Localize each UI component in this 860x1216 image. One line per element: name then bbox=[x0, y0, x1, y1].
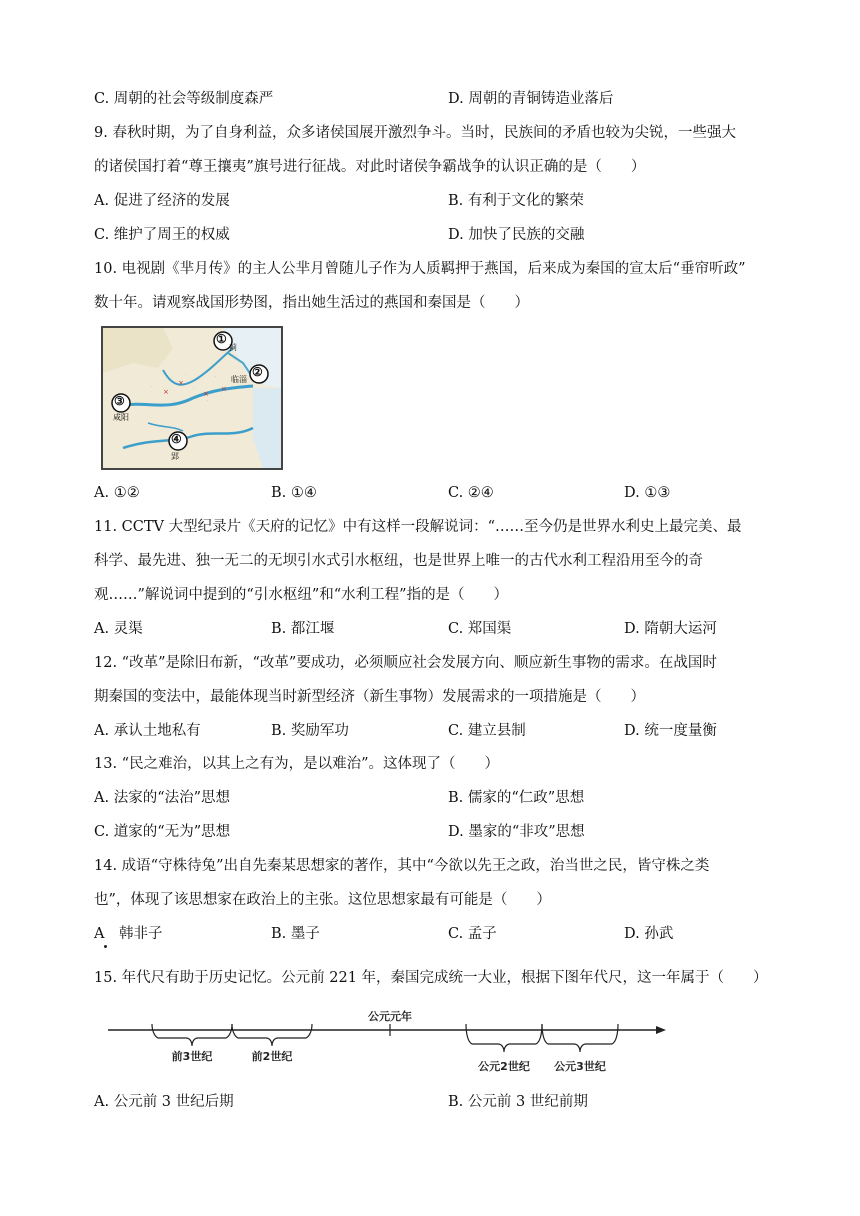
map-marker-3: ③ bbox=[114, 394, 125, 408]
q15-option-a: A. 公元前 3 世纪后期 bbox=[94, 1094, 234, 1110]
q8-option-c: C. 周朝的社会等级制度森严 bbox=[94, 91, 274, 107]
q12-stem-line1: 12. “改革”是除旧布新，“改革”要成功，必须顺应社会发展方向、顺应新生事物的需求。在战国时 bbox=[94, 655, 717, 671]
map-city-ji: 蓟 bbox=[229, 343, 237, 352]
q11-option-c: C. 郑国渠 bbox=[448, 621, 512, 637]
q12-option-b: B. 奖励军功 bbox=[271, 723, 349, 739]
bracket-b2 bbox=[232, 1024, 312, 1046]
svg-text:·: · bbox=[185, 372, 187, 378]
q14-option-c: C. 孟子 bbox=[448, 926, 497, 942]
q11-stem-line2: 科学、最先进、独一无二的无坝引水式引水枢纽，也是世界上唯一的古代水利工程沿用至今的奇 bbox=[94, 553, 703, 569]
svg-text:×: × bbox=[203, 390, 209, 398]
timeline-arrow bbox=[656, 1026, 666, 1034]
map-markers bbox=[103, 328, 281, 468]
q14-stem-line1: 14. 成语“守株待兔”出自先秦某思想家的著作，其中“今欲以先王之政，治当世之民，皆守株之类 bbox=[94, 858, 710, 874]
map-marker-1: ① bbox=[216, 332, 227, 346]
map-city-ying: 郢 bbox=[171, 452, 179, 461]
q10-option-b: B. ①④ bbox=[271, 485, 317, 501]
q11-option-d: D. 隋朝大运河 bbox=[624, 621, 717, 637]
map-city-xianyang: 咸阳 bbox=[113, 413, 129, 422]
q9-option-d: D. 加快了民族的交融 bbox=[448, 227, 585, 243]
q10-stem-line1: 10. 电视剧《芈月传》的主人公芈月曾随儿子作为人质羁押于燕国，后来成为秦国的宣太后“垂帘听政” bbox=[94, 261, 746, 277]
stray-dot bbox=[104, 945, 107, 948]
q9-stem-line2: 的诸侯国打着“尊王攘夷”旗号进行征战。对此时诸侯争霸战争的认识正确的是（ ） bbox=[94, 159, 646, 175]
timeline-b2-label: 前2世纪 bbox=[251, 1050, 293, 1063]
svg-text:×: × bbox=[163, 388, 169, 396]
warring-states-map bbox=[101, 326, 283, 470]
svg-text:·: · bbox=[151, 384, 153, 390]
q10-option-d: D. ①③ bbox=[624, 485, 671, 501]
svg-text:·: · bbox=[193, 386, 195, 392]
q15-option-b: B. 公元前 3 世纪前期 bbox=[448, 1094, 588, 1110]
svg-text:×: × bbox=[178, 379, 184, 387]
timeline-figure bbox=[108, 1008, 668, 1078]
q12-stem-line2: 期秦国的变法中，最能体现当时新型经济（新生事物）发展需求的一项措施是（ ） bbox=[94, 689, 645, 705]
timeline-origin-label: 公元元年 bbox=[368, 1010, 412, 1023]
map-city-linzi: 临淄 bbox=[231, 375, 247, 384]
q9-option-b: B. 有利于文化的繁荣 bbox=[448, 193, 584, 209]
q13-option-d: D. 墨家的“非攻”思想 bbox=[448, 824, 585, 840]
q13-option-a: A. 法家的“法治”思想 bbox=[94, 790, 231, 806]
svg-text:·: · bbox=[215, 374, 217, 380]
q15-stem-line1: 15. 年代尺有助于历史记忆。公元前 221 年，秦国完成统一大业，根据下图年代尺，这一年属于（ ） bbox=[94, 970, 768, 986]
q10-option-a: A. ①② bbox=[94, 485, 140, 501]
q12-option-a: A. 承认土地私有 bbox=[94, 723, 201, 739]
timeline-b3-label: 前3世纪 bbox=[171, 1050, 213, 1063]
q11-stem-line1: 11. CCTV 大型纪录片《天府的记忆》中有这样一段解说词：“……至今仍是世界水利史上最完美、最 bbox=[94, 519, 742, 535]
q12-option-c: C. 建立县制 bbox=[448, 723, 526, 739]
q13-option-b: B. 儒家的“仁政”思想 bbox=[448, 790, 585, 806]
q9-option-c: C. 维护了周王的权威 bbox=[94, 227, 230, 243]
bracket-a2 bbox=[466, 1024, 542, 1052]
q8-option-d: D. 周朝的青铜铸造业落后 bbox=[448, 91, 614, 107]
map-marker-4: ④ bbox=[171, 432, 182, 446]
timeline-a3-label: 公元3世纪 bbox=[554, 1060, 606, 1073]
q14-stem-line2: 也”，体现了该思想家在政治上的主张。这位思想家最有可能是（ ） bbox=[94, 892, 551, 908]
q11-option-a: A. 灵渠 bbox=[94, 621, 143, 637]
q11-option-b: B. 都江堰 bbox=[271, 621, 335, 637]
q9-option-a: A. 促进了经济的发展 bbox=[94, 193, 230, 209]
q14-option-b: B. 墨子 bbox=[271, 926, 320, 942]
svg-text:·: · bbox=[173, 399, 175, 405]
map-marker-2: ② bbox=[252, 365, 263, 379]
q14-option-d: D. 孙武 bbox=[624, 926, 674, 942]
q9-stem-line1: 9. 春秋时期，为了自身利益，众多诸侯国展开激烈争斗。当时，民族间的矛盾也较为尖锐，一些强大 bbox=[94, 125, 736, 141]
q10-option-c: C. ②④ bbox=[448, 485, 494, 501]
q13-stem-line1: 13. “民之难治，以其上之有为，是以难治”。这体现了（ ） bbox=[94, 756, 499, 772]
q14-option-a: A 韩非子 bbox=[94, 926, 163, 942]
q11-stem-line3: 观……”解说词中提到的“引水枢纽”和“水利工程”指的是（ ） bbox=[94, 587, 509, 603]
q12-option-d: D. 统一度量衡 bbox=[624, 723, 717, 739]
bracket-b3 bbox=[152, 1024, 232, 1046]
svg-text:·: · bbox=[207, 398, 209, 404]
timeline-a2-label: 公元2世纪 bbox=[478, 1060, 530, 1073]
q13-option-c: C. 道家的“无为”思想 bbox=[94, 824, 231, 840]
q10-stem-line2: 数十年。请观察战国形势图，指出她生活过的燕国和秦国是（ ） bbox=[94, 295, 529, 311]
svg-text:×: × bbox=[221, 385, 227, 393]
bracket-a3 bbox=[542, 1024, 618, 1052]
